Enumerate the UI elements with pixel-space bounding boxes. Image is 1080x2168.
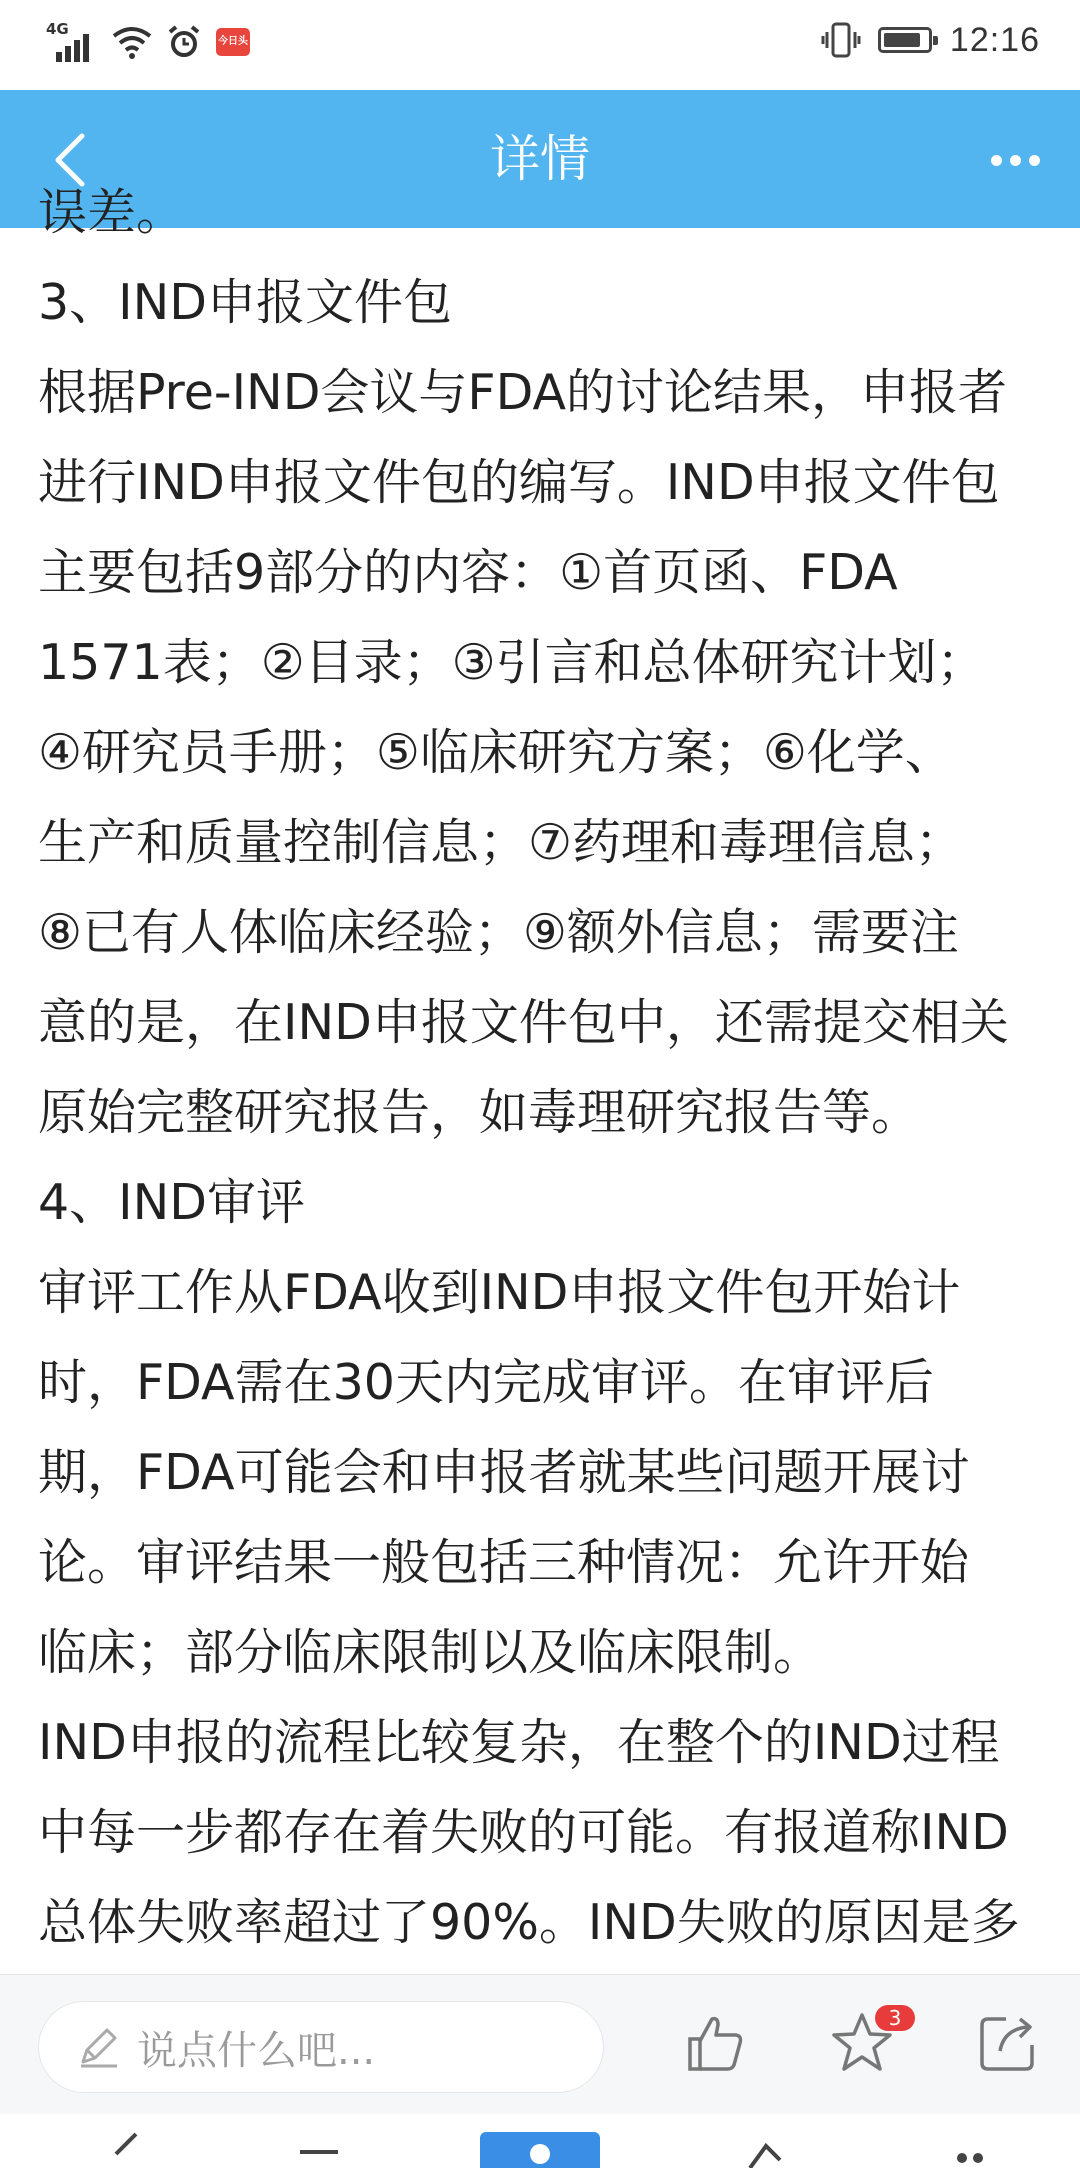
article-line: 审评工作从FDA收到IND申报文件包开始计 bbox=[38, 1264, 961, 1321]
article-line: 3、IND申报文件包 bbox=[38, 274, 453, 331]
page-title: 详情 bbox=[490, 130, 590, 188]
article-line: 生产和质量控制信息；⑦药理和毒理信息； bbox=[38, 814, 964, 871]
wifi-icon bbox=[112, 24, 152, 60]
article-line: 论。审评结果一般包括三种情况：允许开始 bbox=[38, 1534, 970, 1591]
article-line: IND申报的流程比较复杂，在整个的IND过程 bbox=[38, 1714, 1000, 1771]
comment-input[interactable] bbox=[38, 2001, 604, 2093]
status-bar bbox=[0, 0, 1080, 90]
article-line: 4、IND审评 bbox=[38, 1174, 306, 1231]
nav-menu-icon[interactable] bbox=[296, 2128, 342, 2168]
status-right bbox=[822, 20, 1040, 60]
favorite-count-badge: 3 bbox=[875, 2005, 915, 2031]
battery-icon bbox=[878, 27, 932, 53]
article-line: ⑧已有人体临床经验；⑨额外信息；需要注 bbox=[38, 904, 959, 961]
article-line: 主要包括9部分的内容：①首页函、FDA bbox=[38, 544, 898, 601]
alarm-icon bbox=[166, 24, 202, 60]
article-line: 临床；部分临床限制以及临床限制。 bbox=[38, 1624, 823, 1681]
status-left bbox=[46, 20, 250, 75]
article-content[interactable] bbox=[0, 184, 1080, 1974]
comment-placeholder: 说点什么吧... bbox=[137, 2027, 376, 2074]
clock: 12:16 bbox=[949, 20, 1040, 59]
article-line: 期，FDA可能会和申报者就某些问题开展讨 bbox=[38, 1444, 970, 1501]
article-line: 根据Pre-IND会议与FDA的讨论结果，申报者 bbox=[38, 364, 1007, 421]
like-button[interactable] bbox=[676, 2003, 756, 2083]
article-line: ④研究员手册；⑤临床研究方案；⑥化学、 bbox=[38, 724, 954, 781]
article-line: 意的是，在IND申报文件包中，还需提交相关 bbox=[38, 994, 1009, 1051]
share-button[interactable] bbox=[968, 2003, 1048, 2083]
share-icon bbox=[976, 2011, 1040, 2075]
article-line: 误差。 bbox=[38, 184, 186, 241]
pen-icon bbox=[75, 2024, 121, 2070]
nav-back-icon[interactable] bbox=[106, 2128, 146, 2168]
nav-share-icon[interactable] bbox=[740, 2128, 786, 2168]
cellular-signal-icon bbox=[46, 22, 98, 62]
app-notification-icon: 今日头条 bbox=[216, 28, 250, 56]
nav-chat-icon[interactable] bbox=[948, 2128, 994, 2168]
more-dots-icon bbox=[991, 155, 1002, 166]
article-line: 时，FDA需在30天内完成审评。在审评后 bbox=[38, 1354, 934, 1411]
article-line: 进行IND申报文件包的编写。IND申报文件包 bbox=[38, 454, 1000, 511]
network-type: 4G bbox=[46, 20, 69, 38]
vibrate-icon bbox=[822, 20, 860, 60]
article-line: 1571表；②目录；③引言和总体研究计划； bbox=[38, 634, 986, 691]
nav-home-button[interactable] bbox=[480, 2132, 600, 2168]
action-bar bbox=[0, 1974, 1080, 2115]
article-line: 总体失败率超过了90%。IND失败的原因是多 bbox=[38, 1894, 1020, 1951]
article-line: 原始完整研究报告，如毒理研究报告等。 bbox=[38, 1084, 921, 1141]
article-line: 中每一步都存在着失败的可能。有报道称IND bbox=[38, 1804, 1009, 1861]
thumbs-up-icon bbox=[684, 2011, 748, 2075]
system-nav-bar bbox=[0, 2114, 1080, 2168]
article-body bbox=[38, 168, 1058, 1968]
